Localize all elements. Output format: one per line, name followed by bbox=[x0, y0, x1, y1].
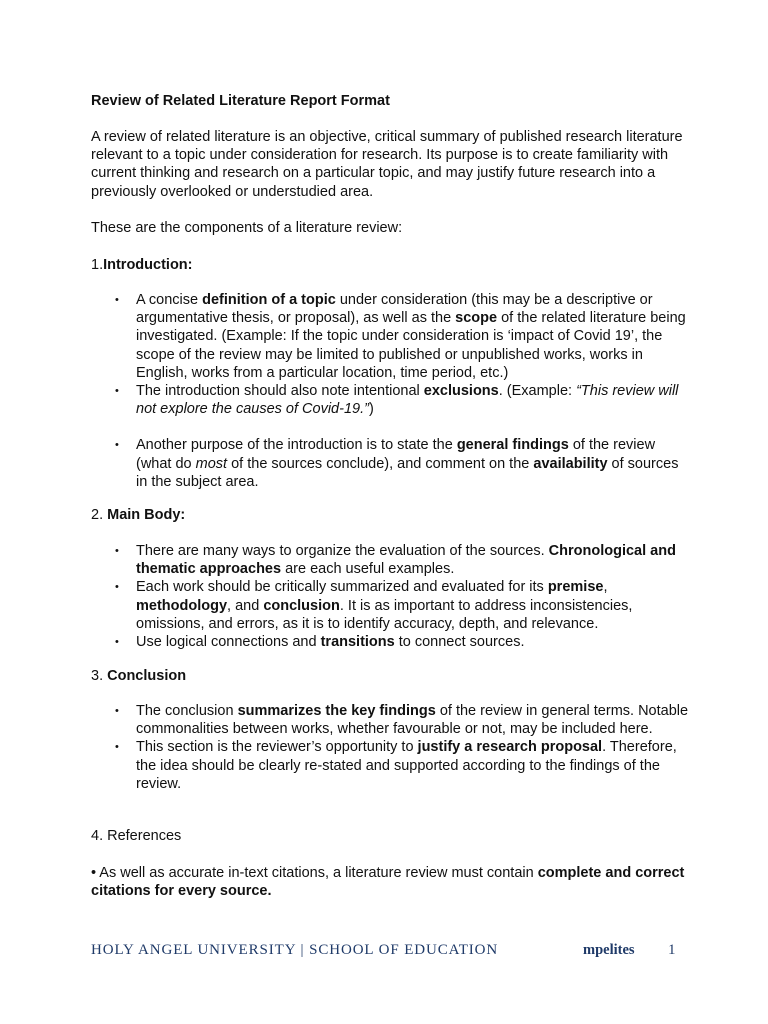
bold-run: complete and correct citations for every source. bbox=[91, 865, 685, 900]
introduction-bullet-list bbox=[91, 291, 691, 491]
document-title: Review of Related Literature Report Format bbox=[91, 93, 390, 109]
text-run: are each useful examples. bbox=[281, 561, 455, 578]
text-run: of the related literature being investigated. (Example: If the topic under consideration is ‘impact of Covid 19’, the scope of the review may be limited to published or unpublished works, works in English, works from a particular location, time period, etc.) bbox=[136, 310, 686, 381]
bullet-icon: • bbox=[115, 636, 119, 649]
bold-run: definition of a topic bbox=[202, 292, 336, 308]
text-run: ) bbox=[368, 401, 374, 418]
italic-run: “This review will not explore the causes of Covid-19.” bbox=[136, 383, 679, 418]
text-run: Use logical connections and bbox=[136, 634, 321, 651]
section-references-heading: 4. References bbox=[91, 828, 182, 844]
text-run: The conclusion bbox=[136, 703, 238, 719]
text-run: There are many ways to organize the evaluation of the sources. bbox=[136, 543, 549, 559]
bullet-icon: • bbox=[115, 741, 119, 754]
section-number: 3. bbox=[91, 668, 104, 684]
text-run: • As well as accurate in-text citations, a literature review must contain bbox=[91, 865, 538, 881]
text-run: This section is the reviewer’s opportunity to bbox=[136, 739, 418, 756]
bold-run: justify a research proposal bbox=[417, 739, 603, 756]
section-main-body-heading bbox=[91, 506, 185, 524]
text-run: Each work should be critically summarized and evaluated for its bbox=[136, 579, 548, 596]
text-run: of sources in the subject area. bbox=[136, 455, 679, 490]
italic-run: most bbox=[195, 455, 228, 472]
text-run: under consideration (this may be a descriptive or argumentative thesis, or proposal), as well as the bbox=[136, 292, 653, 327]
footer-author: mpelites bbox=[583, 942, 635, 958]
bold-run: general findings bbox=[456, 437, 569, 454]
section-title: Introduction: bbox=[103, 257, 193, 273]
bold-run: transitions bbox=[320, 634, 395, 651]
bold-run: conclusion bbox=[263, 597, 340, 614]
list-item bbox=[91, 702, 691, 738]
bold-run: summarizes the key findings bbox=[237, 703, 436, 719]
text-run: of the review (what do bbox=[136, 437, 656, 472]
main-body-bullet-list bbox=[91, 542, 691, 651]
intro-paragraph: A review of related literature is an objective, critical summary of published research literature relevant to a topic under consideration for research. Its purpose is to create familiarity with current thinking and research on a particular topic, and may justify future research into a previously overlooked or understudied area. bbox=[91, 129, 683, 200]
bullet-icon: • bbox=[115, 581, 119, 594]
text-run: of the sources conclude), and comment on the bbox=[227, 455, 534, 472]
text-run: The introduction should also note intentional bbox=[136, 383, 424, 400]
components-line: These are the components of a literature review: bbox=[91, 220, 403, 236]
bullet-icon: • bbox=[115, 294, 119, 306]
bullet-icon: • bbox=[115, 385, 119, 398]
page-number: 1 bbox=[668, 942, 676, 958]
bold-run: Chronological and thematic approaches bbox=[136, 543, 676, 578]
section-conclusion-heading bbox=[91, 667, 186, 685]
section-title: Conclusion bbox=[107, 668, 187, 684]
bold-run: premise bbox=[547, 579, 604, 596]
list-item bbox=[91, 382, 691, 418]
list-item bbox=[91, 542, 691, 578]
text-run: , and bbox=[227, 597, 264, 614]
list-item bbox=[91, 436, 691, 491]
references-paragraph bbox=[91, 864, 701, 900]
spacer bbox=[91, 418, 691, 436]
text-run: Another purpose of the introduction is to state the bbox=[136, 437, 457, 454]
bullet-icon: • bbox=[115, 439, 119, 452]
bullet-icon: • bbox=[115, 545, 119, 557]
bold-run: methodology bbox=[136, 597, 228, 614]
list-item bbox=[91, 738, 691, 793]
section-number: 2. bbox=[91, 507, 104, 523]
footer-institution: HOLY ANGEL UNIVERSITY | SCHOOL OF EDUCATION bbox=[91, 942, 499, 958]
bold-run: exclusions bbox=[423, 383, 499, 400]
bullet-icon: • bbox=[115, 705, 119, 717]
list-item bbox=[91, 633, 691, 651]
text-run: to connect sources. bbox=[394, 634, 525, 651]
text-run: , bbox=[603, 579, 608, 596]
conclusion-bullet-list bbox=[91, 702, 691, 793]
text-run: . Therefore, the idea should be clearly re-stated and supported according to the findings of the review. bbox=[136, 739, 677, 792]
list-item bbox=[91, 291, 691, 382]
text-run: A concise bbox=[136, 292, 203, 308]
bold-run: availability bbox=[533, 455, 608, 472]
list-item bbox=[91, 578, 691, 633]
bold-run: scope bbox=[455, 310, 498, 327]
text-run: of the review in general terms. Notable commonalities between works, whether favourable or not, may be included here. bbox=[136, 703, 689, 738]
section-title: Main Body: bbox=[107, 507, 186, 523]
text-run: . (Example: bbox=[498, 383, 577, 400]
section-introduction-heading bbox=[91, 256, 193, 274]
section-number: 1. bbox=[91, 257, 104, 273]
text-run: . It is as important to address inconsistencies, omissions, and errors, as it is to identify accuracy, depth, and relevance. bbox=[136, 597, 633, 632]
